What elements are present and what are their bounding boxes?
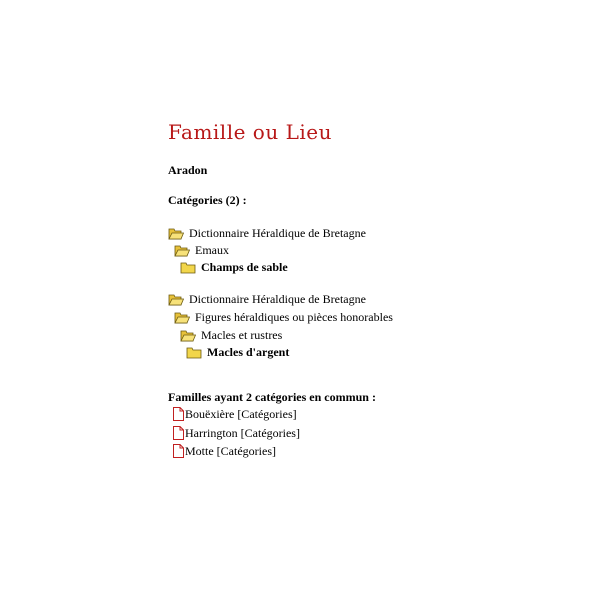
common-families-heading: Familles ayant 2 catégories en commun :: [168, 390, 376, 404]
tree2-label-dictionnaire[interactable]: Dictionnaire Héraldique de Bretagne: [189, 291, 366, 306]
tree1-item-champs-de-sable[interactable]: [180, 259, 288, 275]
tree2-label-macles-et-rustres[interactable]: Macles et rustres: [201, 327, 283, 342]
tree2-label-macles-dargent[interactable]: Macles d'argent: [207, 344, 290, 359]
tree1-label-emaux[interactable]: Emaux: [195, 242, 229, 257]
open-folder-icon: [168, 227, 184, 240]
folder-icon: [186, 346, 202, 359]
family-link-categories[interactable]: [Catégories]: [216, 443, 276, 458]
tree2-item-macles-et-rustres[interactable]: [180, 327, 282, 343]
family-name: Aradon: [168, 163, 208, 177]
family-link-categories[interactable]: [Catégories]: [240, 425, 300, 440]
family-link-name[interactable]: Motte: [185, 443, 214, 458]
family-link-categories[interactable]: [Catégories]: [237, 406, 297, 421]
categories-heading: Catégories (2) :: [168, 193, 247, 207]
tree2-item-dictionnaire[interactable]: [168, 291, 366, 307]
document-icon: [173, 407, 184, 421]
family-row: [173, 425, 300, 441]
page-title: Famille ou Lieu: [168, 120, 332, 144]
document-icon: [173, 426, 184, 440]
open-folder-icon: [180, 329, 196, 342]
tree2-label-figures[interactable]: Figures héraldiques ou pièces honorables: [195, 309, 393, 324]
document-icon: [173, 444, 184, 458]
family-link-name[interactable]: Harrington: [185, 425, 238, 440]
open-folder-icon: [174, 311, 190, 324]
tree2-item-macles-dargent[interactable]: [186, 344, 289, 360]
tree2-item-figures[interactable]: [174, 309, 393, 325]
family-row: [173, 443, 276, 459]
open-folder-icon: [168, 293, 184, 306]
folder-icon: [180, 261, 196, 274]
tree1-item-dictionnaire[interactable]: [168, 225, 366, 241]
family-row: [173, 406, 297, 422]
open-folder-icon: [174, 244, 190, 257]
tree1-item-emaux[interactable]: [174, 242, 229, 258]
tree1-label-dictionnaire[interactable]: Dictionnaire Héraldique de Bretagne: [189, 225, 366, 240]
tree1-label-champs-de-sable[interactable]: Champs de sable: [201, 259, 288, 274]
family-link-name[interactable]: Bouëxière: [185, 406, 235, 421]
